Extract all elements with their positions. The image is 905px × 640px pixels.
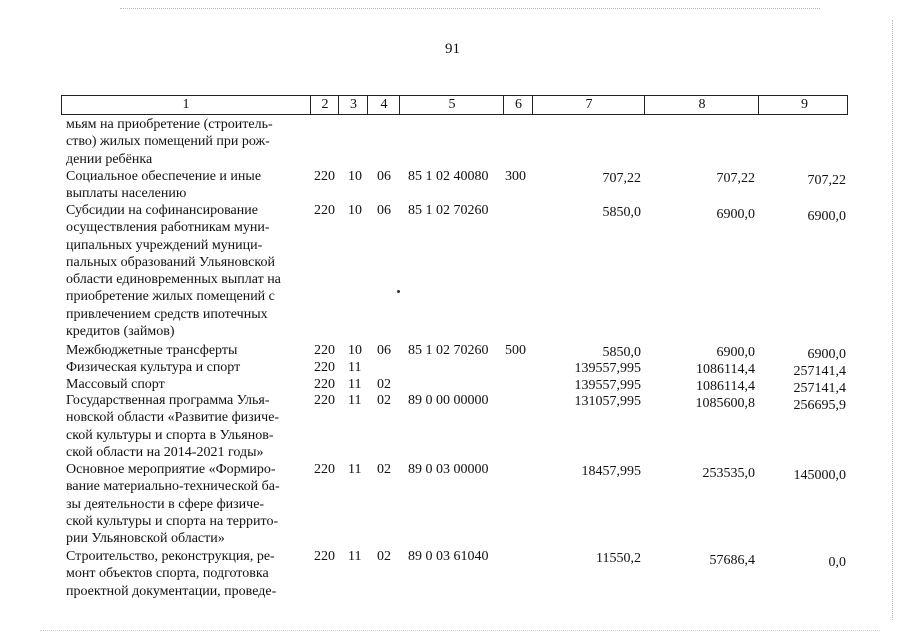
description-line: Основное мероприятие «Формиро-: [66, 462, 276, 477]
cell-amount-col7: 5850,0: [602, 205, 641, 220]
table-row-description: [66, 376, 304, 393]
cell-section: 10: [348, 343, 362, 358]
cell-amount-col9: 6900,0: [807, 347, 846, 362]
scan-edge-top: [120, 8, 820, 9]
cell-amount-col8: 253535,0: [702, 466, 755, 481]
cell-amount-col9: 257141,4: [793, 381, 846, 396]
cell-expense-type: 500: [505, 343, 526, 358]
cell-amount-col8: 6900,0: [716, 345, 755, 360]
cell-section: 11: [348, 377, 362, 392]
description-line: Межбюджетные трансферты: [66, 343, 238, 358]
cell-amount-col9: 257141,4: [793, 364, 846, 379]
cell-subsection: 06: [377, 343, 391, 358]
description-line: Строительство, реконструкция, ре-: [66, 549, 275, 564]
description-line: мьям на приобретение (строитель-: [66, 117, 273, 132]
cell-ministry-code: 220: [314, 169, 335, 184]
header-col-6: 6: [503, 96, 533, 114]
description-line: Государственная программа Улья-: [66, 393, 270, 408]
cell-ministry-code: 220: [314, 377, 335, 392]
description-line: ской культуры и спорта в Ульянов-: [66, 427, 274, 443]
cell-ministry-code: 220: [314, 462, 335, 477]
description-line: осуществления работникам муни-: [66, 220, 270, 236]
description-line: приобретение жилых помещений с: [66, 289, 275, 305]
cell-amount-col7: 131057,995: [574, 394, 641, 409]
header-col-7: 7: [532, 96, 645, 114]
cell-target-article: 85 1 02 40080: [408, 169, 489, 184]
cell-section: 11: [348, 462, 362, 477]
cell-amount-col8: 1086114,4: [696, 362, 755, 377]
cell-amount-col7: 139557,995: [574, 378, 641, 393]
cell-amount-col9: 707,22: [807, 173, 846, 188]
description-line: проектной документации, проведе-: [66, 583, 277, 599]
header-col-4: 4: [367, 96, 400, 114]
description-line: монт объектов спорта, подготовка: [66, 566, 269, 582]
description-line: Социальное обеспечение и иные: [66, 169, 262, 184]
cell-amount-col7: 707,22: [602, 171, 641, 186]
table-row-description: [66, 548, 304, 600]
table-row-description: [66, 461, 304, 547]
description-line: зы деятельности в сфере физиче-: [66, 496, 265, 512]
scan-edge-right: [892, 20, 893, 620]
cell-section: 10: [348, 169, 362, 184]
header-col-1: 1: [182, 97, 190, 112]
cell-amount-col7: 5850,0: [602, 345, 641, 360]
cell-subsection: 02: [377, 462, 391, 477]
scan-edge-bottom: [40, 630, 880, 631]
cell-amount-col8: 1086114,4: [696, 379, 755, 394]
description-line: ципальных учреждений муници-: [66, 237, 263, 253]
description-line: дении ребёнка: [66, 151, 153, 167]
description-line: области единовременных выплат на: [66, 272, 281, 288]
cell-amount-col8: 6900,0: [716, 207, 755, 222]
cell-section: 11: [348, 360, 362, 375]
header-col-9: 9: [758, 96, 850, 114]
cell-subsection: 06: [377, 169, 391, 184]
description-line: выплаты населению: [66, 186, 187, 202]
cell-amount-col7: 11550,2: [596, 551, 641, 566]
cell-ministry-code: 220: [314, 393, 335, 408]
cell-amount-col9: 6900,0: [807, 209, 846, 224]
cell-section: 11: [348, 393, 362, 408]
cell-ministry-code: 220: [314, 360, 335, 375]
table-row-description: [66, 116, 304, 168]
header-col-2: 2: [310, 96, 339, 114]
description-line: привлечением средств ипотечных: [66, 306, 268, 322]
cell-section: 11: [348, 549, 362, 564]
cell-amount-col7: 139557,995: [574, 361, 641, 376]
description-line: Массовый спорт: [66, 377, 165, 392]
header-col-3: 3: [338, 96, 368, 114]
table-row-description: [66, 202, 304, 340]
cell-expense-type: 300: [505, 169, 526, 184]
cell-amount-col9: 145000,0: [793, 468, 846, 483]
header-col-8: 8: [644, 96, 759, 114]
description-line: кредитов (займов): [66, 324, 175, 340]
cell-amount-col9: 256695,9: [793, 398, 846, 413]
description-line: Физическая культура и спорт: [66, 360, 241, 375]
description-line: ской области на 2014-2021 годы»: [66, 444, 264, 460]
description-line: новской области «Развитие физиче-: [66, 410, 280, 426]
description-line: вание материально-технической ба-: [66, 479, 280, 495]
cell-subsection: 02: [377, 393, 391, 408]
cell-target-article: 85 1 02 70260: [408, 203, 489, 218]
cell-target-article: 85 1 02 70260: [408, 343, 489, 358]
table-row-description: [66, 392, 304, 461]
page-number: 91: [445, 41, 460, 57]
cell-amount-col8: 57686,4: [709, 553, 755, 568]
cell-subsection: 02: [377, 377, 391, 392]
cell-ministry-code: 220: [314, 343, 335, 358]
cell-target-article: 89 0 03 61040: [408, 549, 489, 564]
description-line: ство) жилых помещений при рож-: [66, 134, 270, 150]
cell-ministry-code: 220: [314, 203, 335, 218]
cell-subsection: 02: [377, 549, 391, 564]
cell-amount-col8: 707,22: [716, 171, 755, 186]
table-header-row: [61, 95, 848, 115]
description-line: рии Ульяновской области»: [66, 531, 225, 547]
cell-subsection: 06: [377, 203, 391, 218]
cell-ministry-code: 220: [314, 549, 335, 564]
table-row-description: [66, 168, 304, 203]
cell-amount-col9: 0,0: [828, 555, 846, 570]
cell-target-article: 89 0 00 00000: [408, 393, 489, 408]
description-line: пальных образований Ульяновской: [66, 254, 275, 270]
description-line: Субсидии на софинансирование: [66, 203, 258, 218]
cell-target-article: 89 0 03 00000: [408, 462, 489, 477]
description-line: ской культуры и спорта на террито-: [66, 513, 279, 529]
cell-amount-col7: 18457,995: [581, 464, 641, 479]
scan-speck: [397, 290, 400, 293]
cell-amount-col8: 1085600,8: [695, 396, 755, 411]
table-row-description: [66, 342, 304, 359]
cell-section: 10: [348, 203, 362, 218]
header-col-5: 5: [399, 96, 504, 114]
table-row-description: [66, 359, 304, 376]
